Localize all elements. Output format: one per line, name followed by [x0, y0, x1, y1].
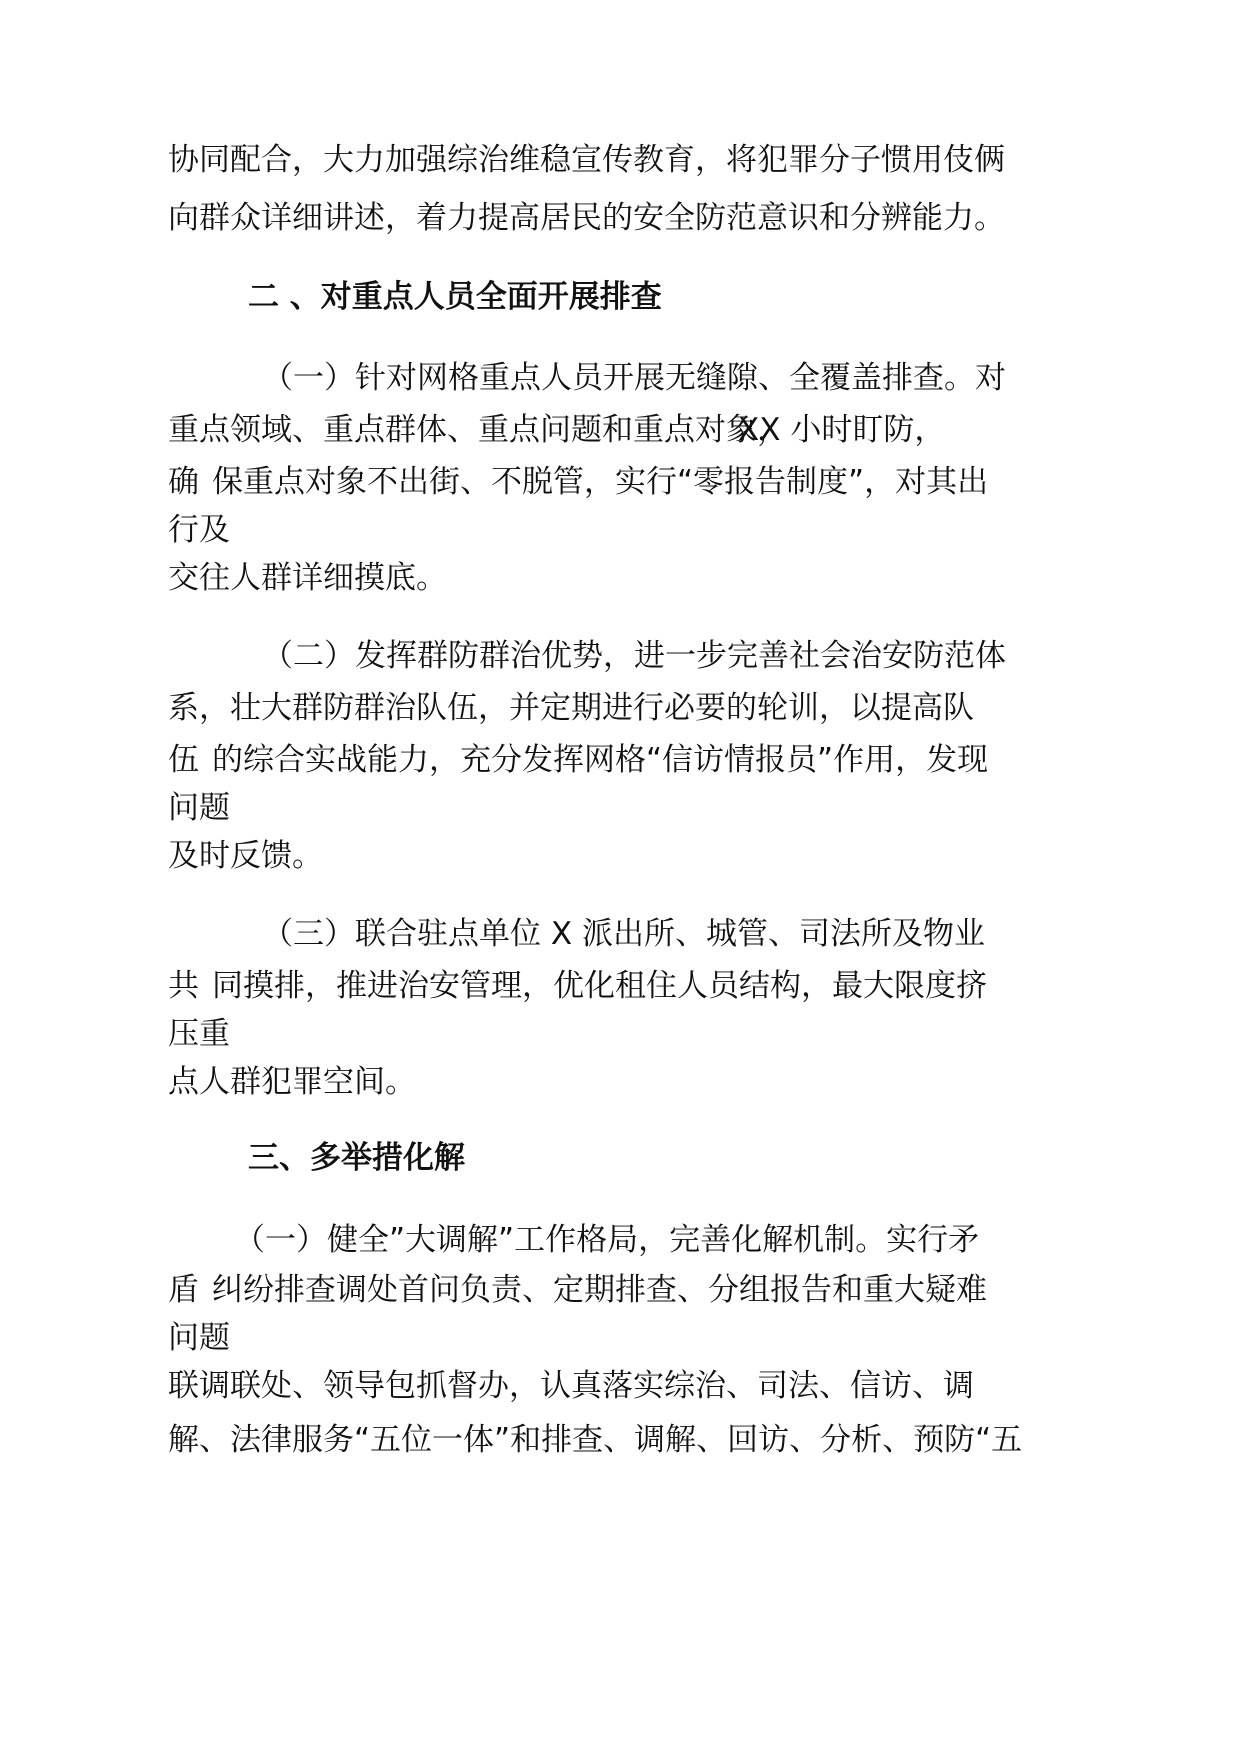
paragraph-line: （一）针对网格重点人员开展无缝隙、全覆盖排查。对 — [262, 360, 1006, 396]
paragraph-line: 行及 — [168, 512, 230, 548]
intro-line: 向群众详细讲述，着力提高居民的安全防范意识和分辨能力。 — [168, 200, 1005, 236]
section-two-heading: 二 、对重点人员全面开展排查 — [248, 279, 662, 315]
paragraph-line: 共 同摸排，推进治安管理，优化租住人员结构，最大限度挤 — [168, 968, 987, 1004]
paragraph-line: （三）联合驻点单位 X 派出所、城管、司法所及物业 — [262, 916, 985, 952]
paragraph-line: 交往人群详细摸底。 — [168, 560, 447, 596]
paragraph-line: 确 保重点对象不出街、不脱管，实行“零报告制度”，对其出 — [168, 464, 989, 500]
paragraph-line: 点人群犯罪空间。 — [168, 1064, 416, 1100]
paragraph-line: 及时反馈。 — [168, 838, 323, 874]
paragraph-line: 重点领域、重点群体、重点问题和重点对象， XX 小时盯防， — [168, 412, 946, 448]
paragraph-line: （二）发挥群防群治优势，进一步完善社会治安防范体 — [262, 638, 1006, 674]
paragraph-line: 压重 — [168, 1016, 230, 1052]
paragraph-line: 联调联处、领导包抓督办，认真落实综治、司法、信访、调 — [168, 1368, 974, 1404]
paragraph-line: 伍 的综合实战能力，充分发挥网格“信访情报员”作用，发现 — [168, 742, 989, 778]
section-three-heading: 三、多举措化解 — [248, 1140, 465, 1176]
paragraph-line: 问题 — [168, 790, 230, 826]
paragraph-line: 盾 纠纷排查调处首问负责、定期排查、分组报告和重大疑难 — [168, 1272, 987, 1308]
intro-line: 协同配合，大力加强综治维稳宣传教育，将犯罪分子惯用伎俩 — [168, 142, 1005, 178]
paragraph-line: 问题 — [168, 1320, 230, 1356]
paragraph-line: 系，壮大群防群治队伍，并定期进行必要的轮训，以提高队 — [168, 690, 974, 726]
paragraph-line: （一）健全”大调解”工作格局，完善化解机制。实行矛 — [234, 1222, 980, 1258]
paragraph-line: 解、法律服务“五位一体”和排查、调解、回访、分析、预防“五 — [168, 1422, 1023, 1458]
